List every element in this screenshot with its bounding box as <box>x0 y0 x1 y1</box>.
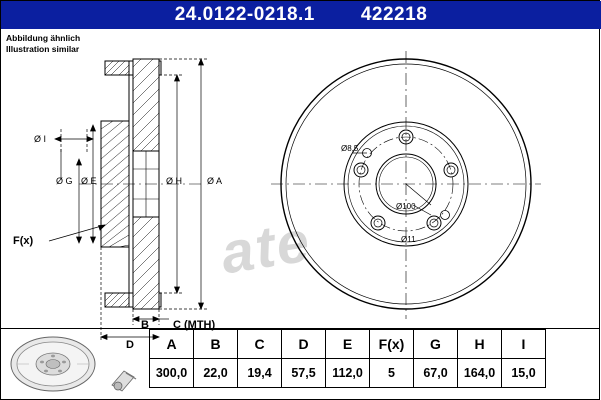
label-d: D <box>126 339 134 351</box>
label-diameter-a: Ø A <box>207 176 223 186</box>
label-hole-11: Ø11 <box>401 235 416 244</box>
col-header-fx: F(x) <box>370 330 414 359</box>
col-header-c: C <box>238 330 282 359</box>
cell-c: 19,4 <box>238 359 282 388</box>
label-b: B <box>141 319 149 331</box>
drawing-svg <box>1 29 599 351</box>
cross-section-view <box>79 59 201 309</box>
col-header-d: D <box>282 330 326 359</box>
cell-g: 67,0 <box>414 359 458 388</box>
cell-fx: 5 <box>370 359 414 388</box>
face-view <box>271 51 541 319</box>
header-bar <box>1 1 601 29</box>
label-diameter-e: Ø E <box>81 176 97 186</box>
col-header-g: G <box>414 330 458 359</box>
label-c-mth: C (MTH) <box>173 319 216 331</box>
dimension-table-area <box>1 329 599 399</box>
col-header-i: I <box>502 330 546 359</box>
table-row <box>150 359 546 388</box>
label-hole-85: Ø8,5 <box>341 144 359 153</box>
brand-watermark: ate <box>216 208 316 287</box>
accessory-photo <box>106 365 140 395</box>
col-header-h: H <box>458 330 502 359</box>
label-diameter-g: Ø G <box>56 176 73 186</box>
dimension-table <box>149 329 546 388</box>
cell-h: 164,0 <box>458 359 502 388</box>
note-line-en: Illustration similar <box>6 43 80 54</box>
cell-e: 112,0 <box>326 359 370 388</box>
technical-drawing <box>1 29 599 351</box>
cell-i: 15,0 <box>502 359 546 388</box>
cell-a: 300,0 <box>150 359 194 388</box>
col-header-b: B <box>194 330 238 359</box>
col-header-e: E <box>326 330 370 359</box>
cell-d: 57,5 <box>282 359 326 388</box>
rotor-photo <box>9 335 97 393</box>
label-diameter-h: Ø H <box>166 176 183 186</box>
cell-b: 22,0 <box>194 359 238 388</box>
label-diameter-i: Ø I <box>34 134 47 144</box>
label-fx: F(x) <box>13 235 34 247</box>
article-number: 422218 <box>360 4 428 25</box>
note-line-de: Abbildung ähnlich <box>6 33 81 43</box>
table-header-row <box>150 330 546 359</box>
part-number: 24.0122-0218.1 <box>174 4 315 25</box>
label-pitch-100: Ø100 <box>396 202 416 211</box>
col-header-a: A <box>150 330 194 359</box>
